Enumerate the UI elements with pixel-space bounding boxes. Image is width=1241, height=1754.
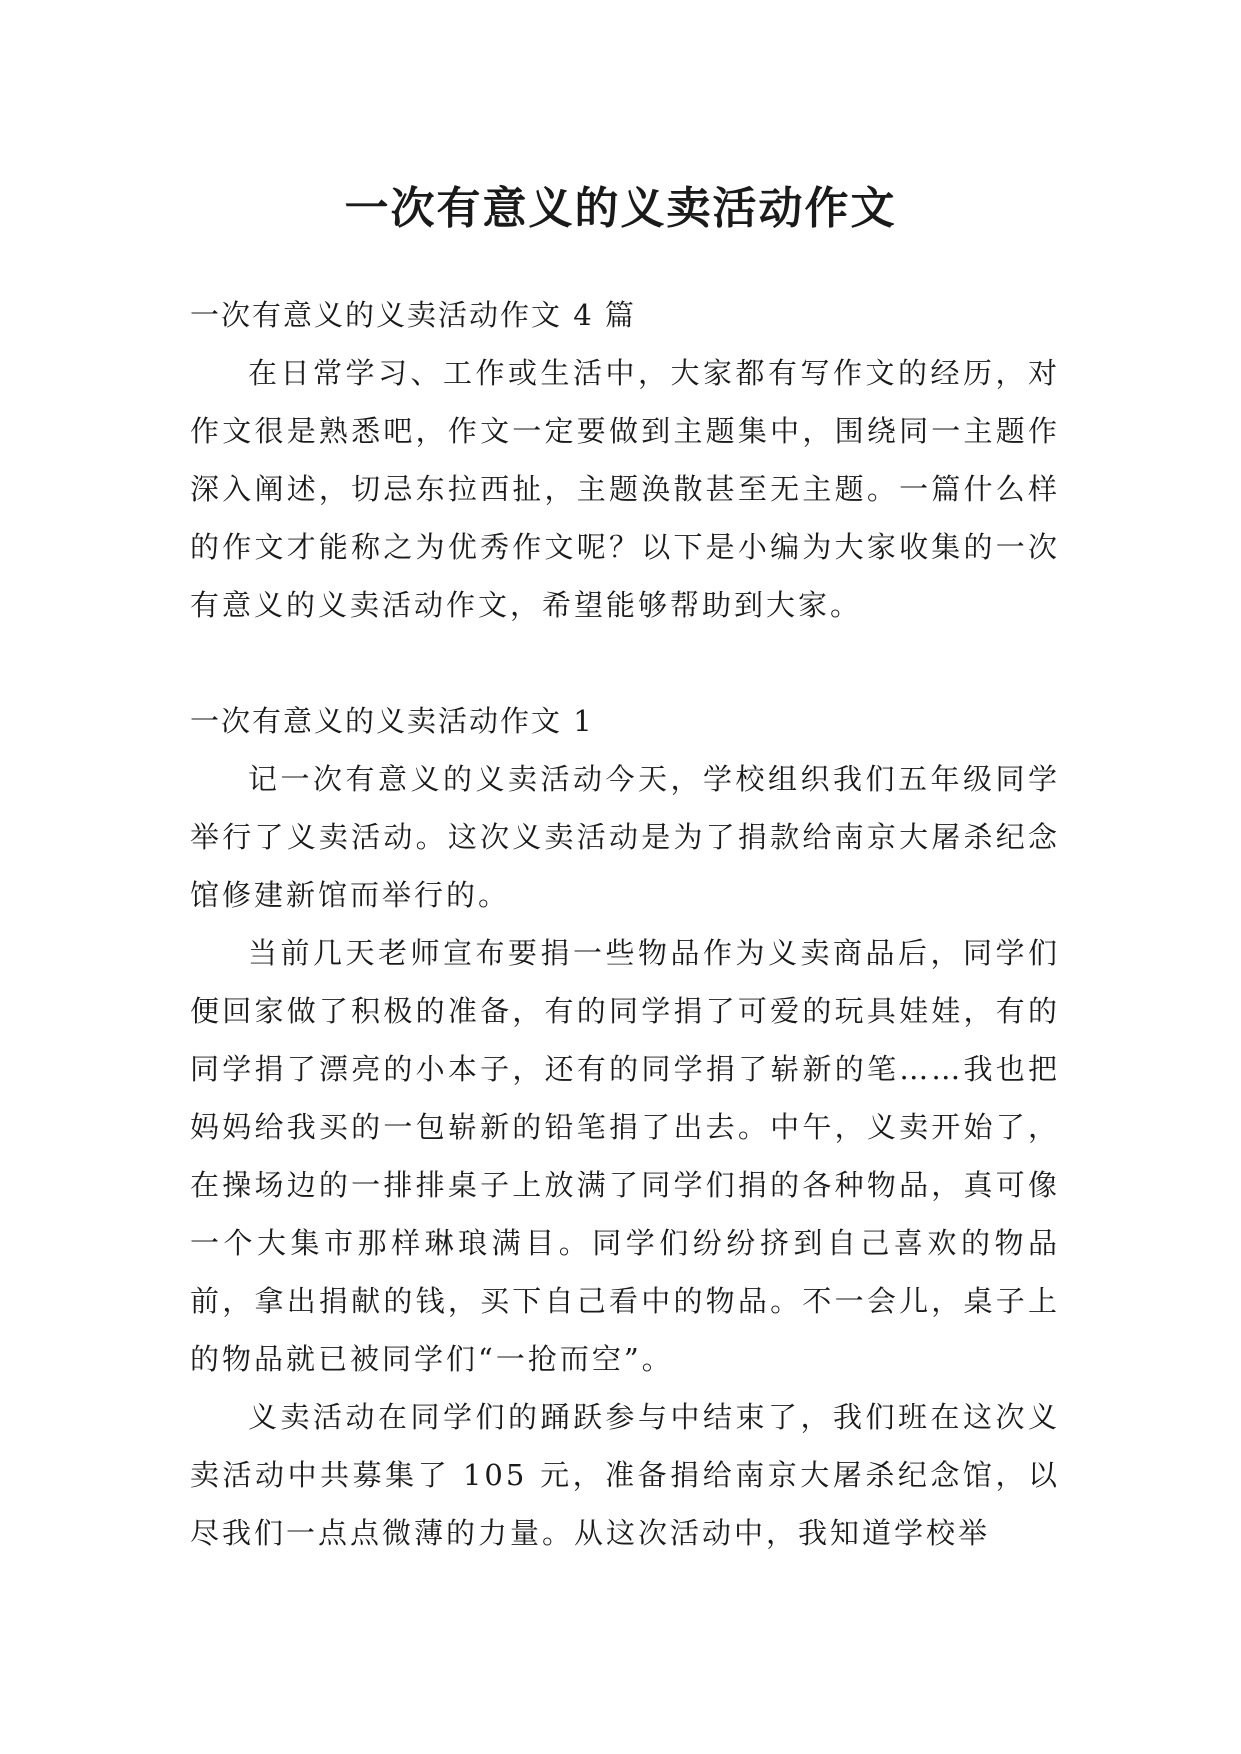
section-heading: 一次有意义的义卖活动作文 1 [190,704,594,738]
body-paragraph: 记一次有意义的义卖活动今天，学校组织我们五年级同学举行了义卖活动。这次义卖活动是为了捐款给南京大屠杀纪念馆修建新馆而举行的。 [190,762,1060,912]
body-paragraph: 义卖活动在同学们的踊跃参与中结束了，我们班在这次义卖活动中共募集了 105 元，准备捐给南京大屠杀纪念馆，以尽我们一点点微薄的力量。从这次活动中，我知道学校举 [190,1400,1060,1550]
document-title: 一次有意义的义卖活动作文 [344,183,897,235]
intro-paragraph: 在日常学习、工作或生活中，大家都有写作文的经历，对作文很是熟悉吧，作文一定要做到主题集中，围绕同一主题作深入阐述，切忌东拉西扯，主题涣散甚至无主题。一篇什么样的作文才能称之为优秀作文呢？以下是小编为大家收集的一次有意义的义卖活动作文，希望能够帮助到大家。 [190,356,1060,622]
body-paragraph: 当前几天老师宣布要捐一些物品作为义卖商品后，同学们便回家做了积极的准备，有的同学捐了可爱的玩具娃娃，有的同学捐了漂亮的小本子，还有的同学捐了崭新的笔……我也把妈妈给我买的一包崭新的铅笔捐了出去。中午，义卖开始了，在操场边的一排排桌子上放满了同学们捐的各种物品，真可像一个大集市那样琳琅满目。同学们纷纷挤到自己喜欢的物品前，拿出捐献的钱，买下自己看中的物品。不一会儿，桌子上的物品就已被同学们“一抢而空”。 [190,936,1060,1376]
section-spacer [190,634,1060,692]
intro-heading: 一次有意义的义卖活动作文 4 篇 [190,298,636,332]
document-body [190,286,1060,1562]
